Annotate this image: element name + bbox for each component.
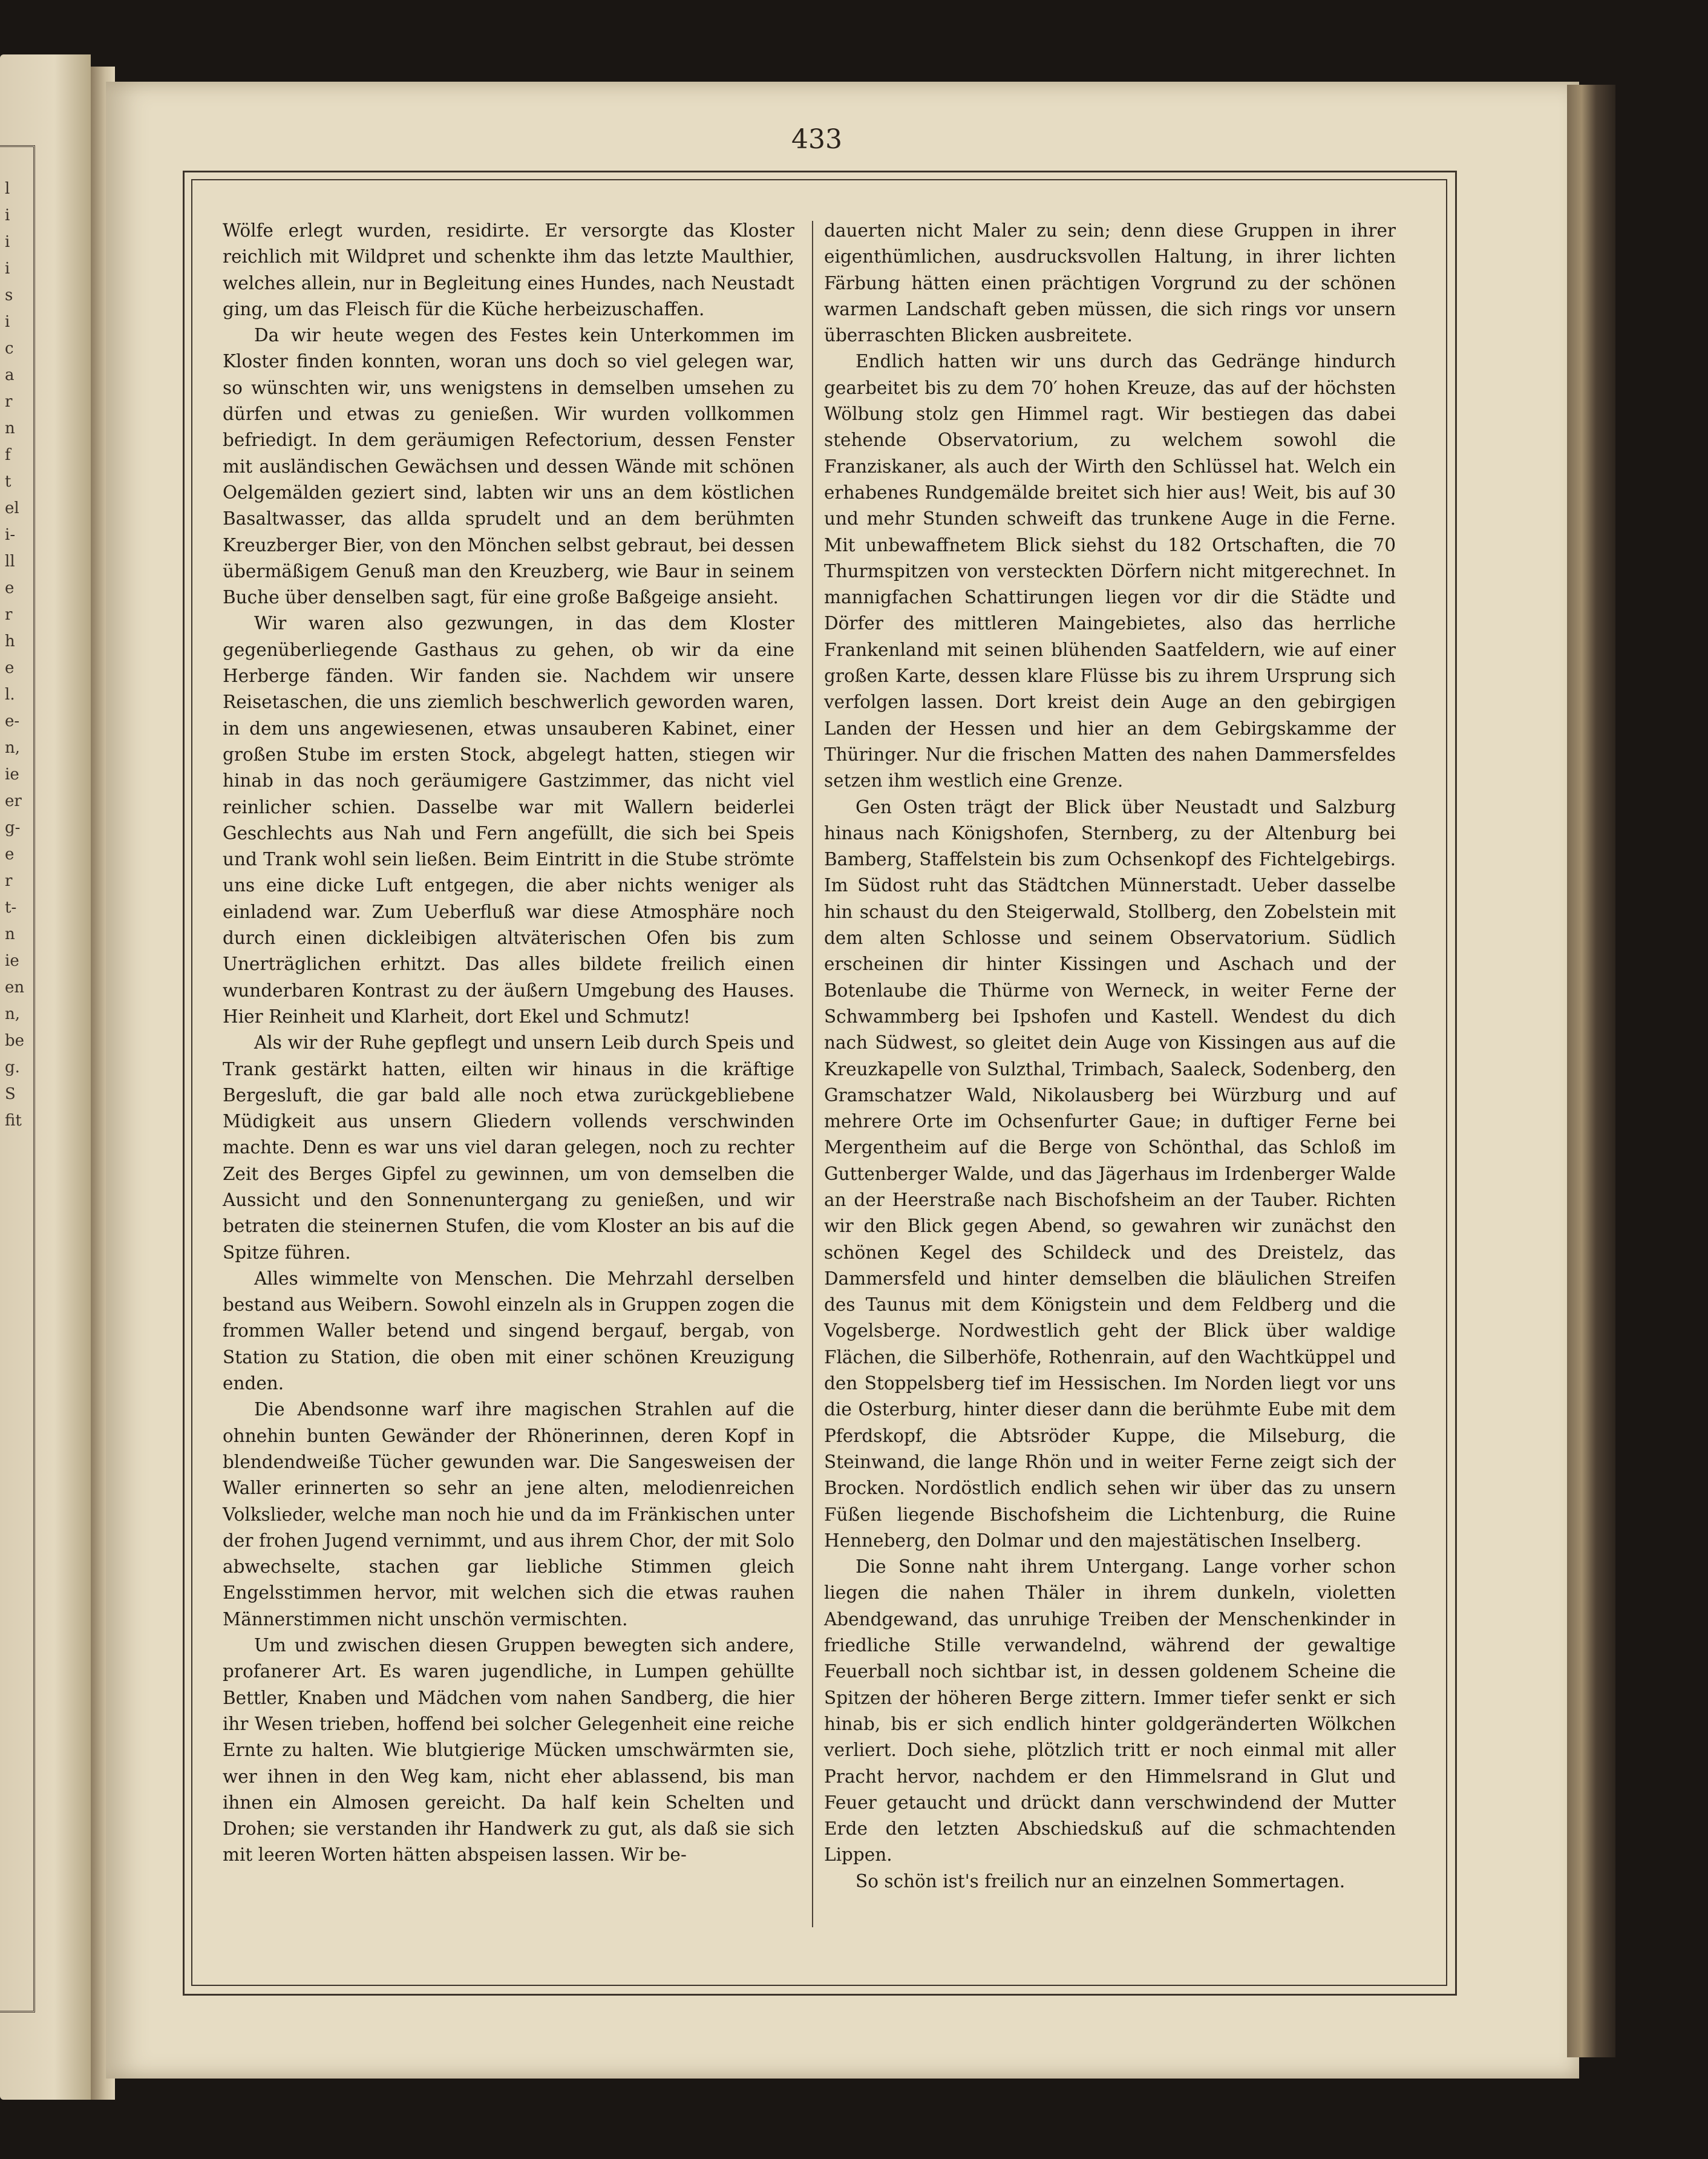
margin-fragment: r	[5, 393, 13, 411]
margin-fragment: l	[5, 180, 10, 198]
left-page-edge	[0, 54, 91, 2100]
margin-fragment: g-	[5, 819, 21, 837]
margin-fragment: i-	[5, 526, 16, 544]
margin-fragment: i	[5, 233, 10, 251]
margin-fragment: r	[5, 872, 13, 890]
margin-fragment: e	[5, 845, 15, 863]
column-divider	[812, 221, 813, 1927]
margin-fragment: l.	[5, 686, 15, 704]
margin-fragment: en	[5, 978, 25, 997]
margin-fragment: n	[5, 925, 15, 943]
margin-fragment: f	[5, 446, 11, 464]
margin-fragment: r	[5, 606, 13, 624]
paragraph: Als wir der Ruhe gepflegt und unsern Leib durch Speis und Trank gestärkt hatten, eilten wir hinaus in die kräftige Bergesluft, die gar bald alle noch etwa zurückgebliebene Müdigkeit aus unsern Gliedern vollends verschwinden machte. Denn es war uns viel daran gelegen, noch zu rechter Zeit des Berges Gipfel zu gewinnen, um von demselben die Aussicht und den Sonnenuntergang zu genießen, und wir betraten die steinernen Stufen, die vom Kloster an bis auf die Spitze führen.	[223, 1032, 794, 1263]
right-text-column	[824, 218, 1396, 1895]
margin-fragment: e	[5, 579, 15, 597]
margin-fragment: ie	[5, 765, 19, 784]
paragraph: dauerten nicht Maler zu sein; denn diese Gruppen in ihrer eigenthümlichen, ausdrucksvollen Haltung, in ihrer lichten Färbung hätten einen prächtigen Vorgrund zu der schönen warmen Landschaft geben müssen, die sich rings vor unsern überraschten Blicken ausbreitete.	[824, 220, 1396, 346]
margin-fragment: s	[5, 286, 13, 304]
margin-fragment: g.	[5, 1058, 20, 1076]
margin-fragment: n,	[5, 739, 21, 757]
margin-fragment: e-	[5, 712, 20, 730]
margin-fragment: er	[5, 792, 22, 810]
paragraph: Wir waren also gezwungen, in das dem Kloster gegenüberliegende Gasthaus zu gehen, ob wir da eine Herberge fänden. Wir fanden sie. Nachdem wir unsere Reisetaschen, die uns ziemlich beschwerlich geworden waren, in dem uns angewiesenen, etwas unsauberen Kabinet, einer großen Stube im ersten Stock, abgelegt hatten, stiegen wir hinab in das noch geräumigere Gastzimmer, das nicht viel reinlicher schien. Dasselbe war mit Wallern beiderlei Geschlechts aus Nah und Fern angefüllt, die sich bei Speis und Trank wohl sein ließen. Beim Eintritt in die Stube strömte uns eine dicke Luft entgegen, die aber nichts weniger als einladend war. Zum Ueberfluß war diese Atmosphäre noch durch einen dickleibigen altväterischen Ofen bis zum Unerträglichen erhitzt. Das alles bildete freilich einen wunderbaren Kontrast zu der äußern Umgebung des Hauses. Hier Reinheit und Klarheit, dort Ekel und Schmutz!	[223, 613, 794, 1027]
paragraph: Um und zwischen diesen Gruppen bewegten sich andere, profanerer Art. Es waren jugendliche, in Lumpen gehüllte Bettler, Knaben und Mädchen vom nahen Sandberg, die hier ihr Wesen trieben, hoffend bei solcher Gelegenheit eine reiche Ernte zu halten. Wie blutgierige Mücken umschwärmten sie, wer ihnen in den Weg kam, nicht eher ablassend, bis man ihnen ein Almosen gereicht. Da half kein Schelten und Drohen; sie verstanden ihr Handwerk zu gut, als daß sie sich mit leeren Worten hätten abspeisen lassen. Wir be-	[223, 1635, 794, 1866]
paragraph: Die Sonne naht ihrem Untergang. Lange vorher schon liegen die nahen Thäler in ihrem dunkeln, violetten Abendgewand, das unruhige Treiben der Menschenkinder in friedliche Stille verwandelnd, während der gewaltige Feuerball noch sichtbar ist, in dessen goldenem Scheine die Spitzen der höheren Berge zittern. Immer tiefer senkt er sich hinab, bis er sich endlich hinter goldgeränderten Wölkchen verliert. Doch siehe, plötzlich tritt er noch einmal mit aller Pracht hervor, nachdem er den Himmelsrand in Glut und Feuer getaucht und drückt dann verschwindend der Mutter Erde den letzten Abschiedskuß auf die schmachtenden Lippen.	[824, 1556, 1396, 1866]
margin-fragment: ie	[5, 952, 19, 970]
paragraph: Endlich hatten wir uns durch das Gedränge hindurch gearbeitet bis zu dem 70′ hohen Kreuze, das auf der höchsten Wölbung stolz gen Himmel ragt. Wir bestiegen das dabei stehende Observatorium, zu welchem sowohl die Franziskaner, als auch der Wirth den Schlüssel hat. Welch ein erhabenes Rundgemälde breitet sich hier aus! Weit, bis auf 30 und mehr Stunden schweift das trunkene Auge in die Ferne. Mit unbewaffnetem Blick siehst du 182 Ortschaften, die 70 Thurmspitzen von versteckten Dörfern nicht mitgerechnet. In mannigfachen Schattirungen liegen vor dir die Städte und Dörfer des mittleren Maingebietes, also das herrliche Frankenland mit seinen blühenden Saatfeldern, wie auf einer großen Karte, dessen klare Flüsse bis zu ihrem Ursprung sich verfolgen lassen. Dort kreist dein Auge an den gebirgigen Landen der Hessen und hier an dem Gebirgskamme der Thüringer. Nur die frischen Matten des nahen Dammersfeldes setzen ihm westlich eine Grenze.	[824, 351, 1396, 791]
margin-fragment: ll	[5, 552, 15, 571]
margin-fragment: i	[5, 260, 10, 278]
page-stack-edge	[1567, 85, 1615, 2057]
page-number: 433	[791, 124, 842, 155]
paragraph: Gen Osten trägt der Blick über Neustadt und Salzburg hinaus nach Königshofen, Sternberg, zu der Altenburg bei Bamberg, Staffelstein bis zum Ochsenkopf des Fichtelgebirgs. Im Südost ruht das Städtchen Münnerstadt. Ueber dasselbe hin schaust du den Steigerwald, Stollberg, den Zobelstein mit dem alten Schlosse und seinem Observatorium. Südlich erscheinen dir hinter Kissingen und Aschach und der Botenlaube die Thürme von Werneck, in weiter Ferne der Schwammberg bei Ipshofen und Kastell. Wendest du dich nach Südwest, so gleitet dein Auge von Kissingen aus auf die Kreuzkapelle von Sulzthal, Trimbach, Saaleck, Sodenberg, den Gramschatzer Wald, Nikolausberg bei Würzburg und auf mehrere Orte im Ochsenfurter Gaue; in duftiger Ferne bei Mergentheim auf die Berge von Schönthal, das Schloß im Guttenberger Walde, und das Jägerhaus im Irdenberger Walde an der Heerstraße nach Bischofsheim an der Tauber. Richten wir den Blick gegen Abend, so gewahren wir zunächst den schönen Kegel des Schildeck und des Dreistelz, das Dammersfeld und hinter demselben die bläulichen Streifen des Taunus mit dem Königstein und dem Feldberg und die Vogelsberge. Nordwestlich geht der Blick über waldige Flächen, die Silberhöfe, Rothenrain, auf den Wachtküppel und den Stoppelsberg tief im Hessischen. Im Norden liegt vor uns die Osterburg, hinter dieser dann die berühmte Eube mit dem Pferdskopf, die Abtsröder Kuppe, die Milseburg, die Steinwand, die lange Rhön und in weiter Ferne zeigt sich der Brocken. Nordöstlich endlich sehen wir über das zu unsern Füßen liegende Bischofsheim die Lichtenburg, die Ruine Henneberg, den Dolmar und den majestätischen Inselberg.	[824, 796, 1396, 1551]
margin-fragment: S	[5, 1085, 16, 1103]
margin-fragment: c	[5, 339, 14, 358]
left-page-fragments	[5, 175, 29, 1134]
paragraph: Wölfe erlegt wurden, residirte. Er versorgte das Kloster reichlich mit Wildpret und schenkte ihm das letzte Maulthier, welches allein, nur in Begleitung eines Hundes, nach Neustadt ging, um das Fleisch für die Küche herbeizuschaffen.	[223, 220, 794, 319]
margin-fragment: t-	[5, 899, 17, 917]
paragraph: Da wir heute wegen des Festes kein Unterkommen im Kloster finden konnten, woran uns doch so viel gelegen war, so wünschten wir, uns wenigstens in demselben umsehen zu dürfen und etwas zu genießen. Wir wurden vollkommen befriedigt. In dem geräumigen Refectorium, dessen Fenster mit ausländischen Gewächsen und dessen Wände mit schönen Oelgemälden geziert sind, labten wir uns an dem köstlichen Basaltwasser, das allda sprudelt und an dem berühmten Kreuzberger Bier, von den Mönchen selbst gebraut, bei dessen übermäßigem Genuß man den Kreuzberg, wie Baur in seinem Buche über denselben sagt, für eine große Baßgeige ansieht.	[223, 325, 794, 608]
margin-fragment: e	[5, 659, 15, 677]
margin-fragment: n,	[5, 1005, 21, 1023]
margin-fragment: fit	[5, 1112, 22, 1130]
margin-fragment: i	[5, 206, 10, 224]
paragraph: Alles wimmelte von Menschen. Die Mehrzahl derselben bestand aus Weibern. Sowohl einzeln als in Gruppen zogen die frommen Waller betend und singend bergauf, bergab, von Station zu Station, die oben mit einer schönen Kreuzigung enden.	[223, 1268, 794, 1394]
margin-fragment: n	[5, 419, 15, 437]
paragraph: Die Abendsonne warf ihre magischen Strahlen auf die ohnehin bunten Gewänder der Rhönerinnen, deren Kopf in blendendweiße Tücher gewunden war. Die Sangesweisen der Waller erinnerten so sehr an jene alten, melodienreichen Volkslieder, welche man noch hie und da im Fränkischen unter der frohen Jugend vernimmt, und aus ihrem Chor, der mit Solo abwechselte, stachen gar liebliche Stimmen gleich Engelsstimmen hervor, mit welchen sich die etwas rauhen Männerstimmen nicht unschön vermischten.	[223, 1399, 794, 1630]
margin-fragment: el	[5, 499, 19, 517]
margin-fragment: t	[5, 473, 11, 491]
margin-fragment: be	[5, 1032, 25, 1050]
left-text-column	[223, 218, 794, 1869]
paragraph: So schön ist's freilich nur an einzelnen Sommertagen.	[856, 1870, 1346, 1892]
margin-fragment: i	[5, 313, 10, 331]
margin-fragment: a	[5, 366, 15, 384]
margin-fragment: h	[5, 632, 15, 650]
